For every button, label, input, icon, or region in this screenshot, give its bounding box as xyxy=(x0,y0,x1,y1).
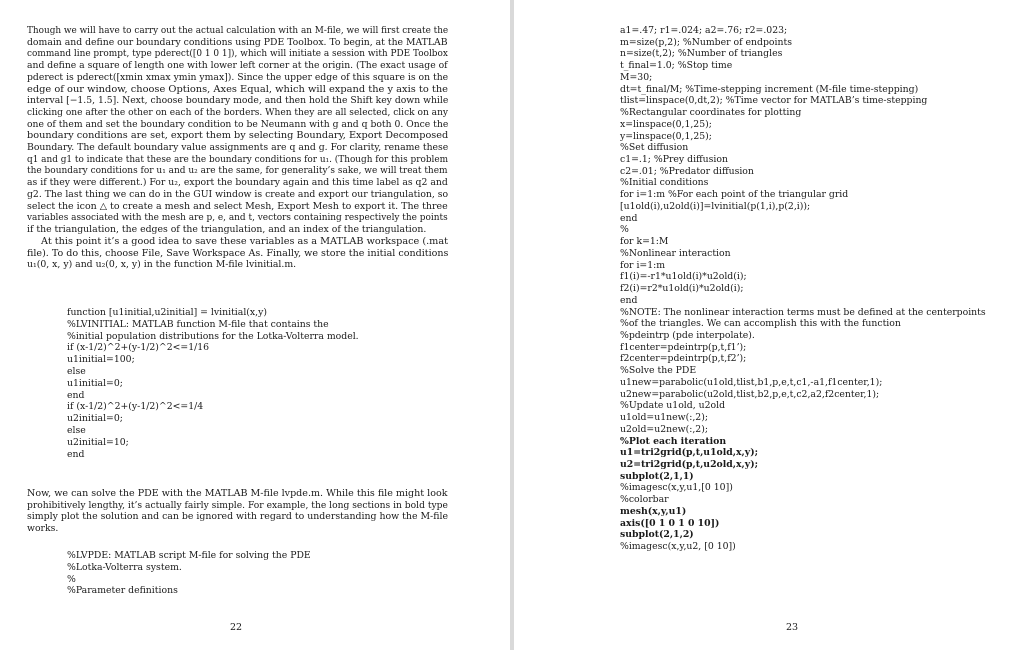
code-line: else xyxy=(67,425,86,436)
code-line: u1initial=0; xyxy=(67,377,123,389)
code-line: %Lotka-Volterra system. xyxy=(67,561,182,573)
text-line: works. xyxy=(27,523,59,535)
code-line: f2center=pdeintrp(p,t,f2’); xyxy=(620,353,747,365)
code-line: %imagesc(x,y,u1,[0 10]) xyxy=(620,482,733,494)
code-line: %Nonlinear interaction xyxy=(620,247,731,259)
code-line: M=30; xyxy=(620,71,653,83)
text-line: command line prompt, type pderect([0 1 0 1]), which will initiate a session with PDE Toolbox xyxy=(27,48,448,60)
text-line: Now, we can solve the PDE with the MATLAB M-file lvpde.m. While this file might look xyxy=(27,488,448,499)
code-line: u1new=parabolic(u1old,tlist,b1,p,e,t,c1,-a1,f1center,1); xyxy=(620,376,883,388)
text-line: file). To do this, choose File, Save Workspace As. Finally, we store the initial conditions xyxy=(27,247,449,259)
text-line: domain and define our boundary conditions using PDE Toolbox. To begin, at the MATLAB xyxy=(27,36,448,48)
code-line: subplot(2,1,2) xyxy=(620,529,694,541)
code-line: y=linspace(0,1,25); xyxy=(620,130,712,142)
code-line: u2=tri2grid(p,t,u2old,x,y); xyxy=(620,459,759,470)
code-line: dt=t_final/M; %Time-stepping increment (M-file time-stepping) xyxy=(620,83,919,95)
code-line: %Plot each iteration xyxy=(620,435,727,447)
text-line: u₁(0, x, y) and u₂(0, x, y) in the function M-file lvinitial.m. xyxy=(27,259,297,271)
code-line: % xyxy=(67,573,76,585)
code-line: f1(i)=-r1*u1old(i)*u2old(i); xyxy=(620,271,747,283)
text-line: Though we will have to carry out the actual calculation with an M-file, we will first create the xyxy=(27,25,449,36)
text-line: At this point it’s a good idea to save these variables as a MATLAB workspace (.mat xyxy=(41,236,449,247)
text-line: Boundary. The default boundary value assignments are q and g. For clarity, rename these xyxy=(27,142,449,153)
page-number-right: 23 xyxy=(786,622,799,633)
code-line: t_final=1.0; %Stop time xyxy=(620,60,733,72)
code-line: tlist=linspace(0,dt,2); %Time vector for MATLAB’s time-stepping xyxy=(620,95,928,107)
text-line: g2. The last thing we can do in the GUI window is create and export our triangulation, so xyxy=(27,188,449,200)
code-line: c2=.01; %Predator diffusion xyxy=(620,165,754,177)
code-line: %imagesc(x,y,u2, [0 10]) xyxy=(620,541,736,553)
code-line: a1=.47; r1=.024; a2=.76; r2=.023; xyxy=(620,25,788,36)
code-line: u2old=u2new(:,2); xyxy=(620,423,708,435)
text-line: q1 and g1 to indicate that these are the boundary conditions for u₁. (Though for this problem xyxy=(27,153,449,165)
code-line: % xyxy=(620,224,629,236)
code-line: for i=1:m %For each point of the triangular grid xyxy=(620,189,849,201)
code-line: u2initial=10; xyxy=(67,436,129,448)
text-line: and define a square of length one with lower left corner at the origin. (The exact usage of xyxy=(27,60,448,72)
code-line: u2initial=0; xyxy=(67,413,123,425)
code-line: end xyxy=(620,294,638,306)
code-line: u1=tri2grid(p,t,u1old,x,y); xyxy=(620,447,759,459)
text-line: clicking one after the other on each of the borders. When they are all selected, click on any xyxy=(27,106,449,118)
code-line: f1center=pdeintrp(p,t,f1’); xyxy=(620,341,747,353)
code-line: %Set diffusion xyxy=(620,142,689,154)
code-line: end xyxy=(67,448,85,460)
code-line: mesh(x,y,u1) xyxy=(620,505,687,517)
code-line: u1initial=100; xyxy=(67,354,135,366)
code-line: %LVINITIAL: MATLAB function M-file that contains the xyxy=(67,318,329,330)
code-line: n=size(t,2); %Number of triangles xyxy=(620,48,783,60)
code-line: %Initial conditions xyxy=(620,177,709,189)
text-line: pderect is pderect([xmin xmax ymin ymax]). Since the upper edge of this square is on the xyxy=(27,71,449,83)
text-line: boundary conditions are set, export them by selecting Boundary, Export Decomposed xyxy=(27,130,449,142)
text-line: edge of our window, choose Options, Axes Equal, which will expand the y axis to the xyxy=(27,83,448,95)
text-line: select the icon △ to create a mesh and select Mesh, Export Mesh to export it. The three xyxy=(27,200,448,212)
code-line: %Solve the PDE xyxy=(620,365,697,377)
text-line: interval [−1.5, 1.5]. Next, choose boundary mode, and then hold the Shift key down while xyxy=(27,95,449,107)
text-line: if the triangulation, the edges of the triangulation, and an index of the triangulation. xyxy=(27,223,427,235)
code-line: %LVPDE: MATLAB script M-file for solving the PDE xyxy=(67,550,311,561)
text-line: as if they were different.) For u₂, export the boundary again and this time label as q2 and xyxy=(27,177,448,189)
code-line: %of the triangles. We can accomplish this with the function xyxy=(620,318,901,330)
code-line: end xyxy=(620,212,638,224)
page-number-left: 22 xyxy=(230,622,243,633)
code-line: %initial population distributions for the Lotka-Volterra model. xyxy=(67,330,359,342)
code-line: m=size(p,2); %Number of endpoints xyxy=(620,36,792,48)
text-line: one of them and set the boundary condition to be Neumann with g and q both 0. Once the xyxy=(27,118,449,130)
code-line: for i=1:m xyxy=(620,259,666,271)
code-line: if (x-1/2)^2+(y-1/2)^2<=1/16 xyxy=(67,342,210,354)
code-line: %pdeintrp (pde interpolate). xyxy=(620,329,755,341)
code-line: u1old=u1new(:,2); xyxy=(620,412,708,424)
text-line: prohibitively lengthy, it’s actually fairly simple. For example, the long sections in bold type xyxy=(27,499,448,511)
code-line: c1=.1; %Prey diffusion xyxy=(620,154,728,166)
code-line: function [u1initial,u2initial] = lvinitial(x,y) xyxy=(67,307,267,318)
code-line: %Rectangular coordinates for plotting xyxy=(620,107,802,119)
code-line: %Parameter definitions xyxy=(67,585,178,597)
text-line: simply plot the solution and can be ignored with regard to understanding how the M-file xyxy=(27,511,448,523)
text-line: the boundary conditions for u₁ and u₂ are the same, for generality’s sake, we will treat them xyxy=(27,165,448,177)
code-line: subplot(2,1,1) xyxy=(620,470,694,482)
page-left xyxy=(0,0,510,650)
text-line: variables associated with the mesh are p, e, and t, vectors containing respectively the points xyxy=(27,212,448,224)
code-line: [u1old(i),u2old(i)]=lvinitial(p(1,i),p(2,i)); xyxy=(620,200,811,212)
code-line: %NOTE: The nonlinear interaction terms must be defined at the centerpoints xyxy=(620,306,986,318)
code-line: for k=1:M xyxy=(620,236,669,248)
code-line: %colorbar xyxy=(620,494,669,506)
code-line: if (x-1/2)^2+(y-1/2)^2<=1/4 xyxy=(67,401,204,413)
code-line: end xyxy=(67,389,85,401)
code-line: x=linspace(0,1,25); xyxy=(620,118,712,130)
code-line: %Update u1old, u2old xyxy=(620,400,726,412)
page-right xyxy=(514,0,1024,650)
code-line: else xyxy=(67,366,86,377)
code-line: f2(i)=r2*u1old(i)*u2old(i); xyxy=(620,283,744,295)
code-line: u2new=parabolic(u2old,tlist,b2,p,e,t,c2,a2,f2center,1); xyxy=(620,388,880,400)
code-line: axis([0 1 0 1 0 10]) xyxy=(620,517,720,529)
